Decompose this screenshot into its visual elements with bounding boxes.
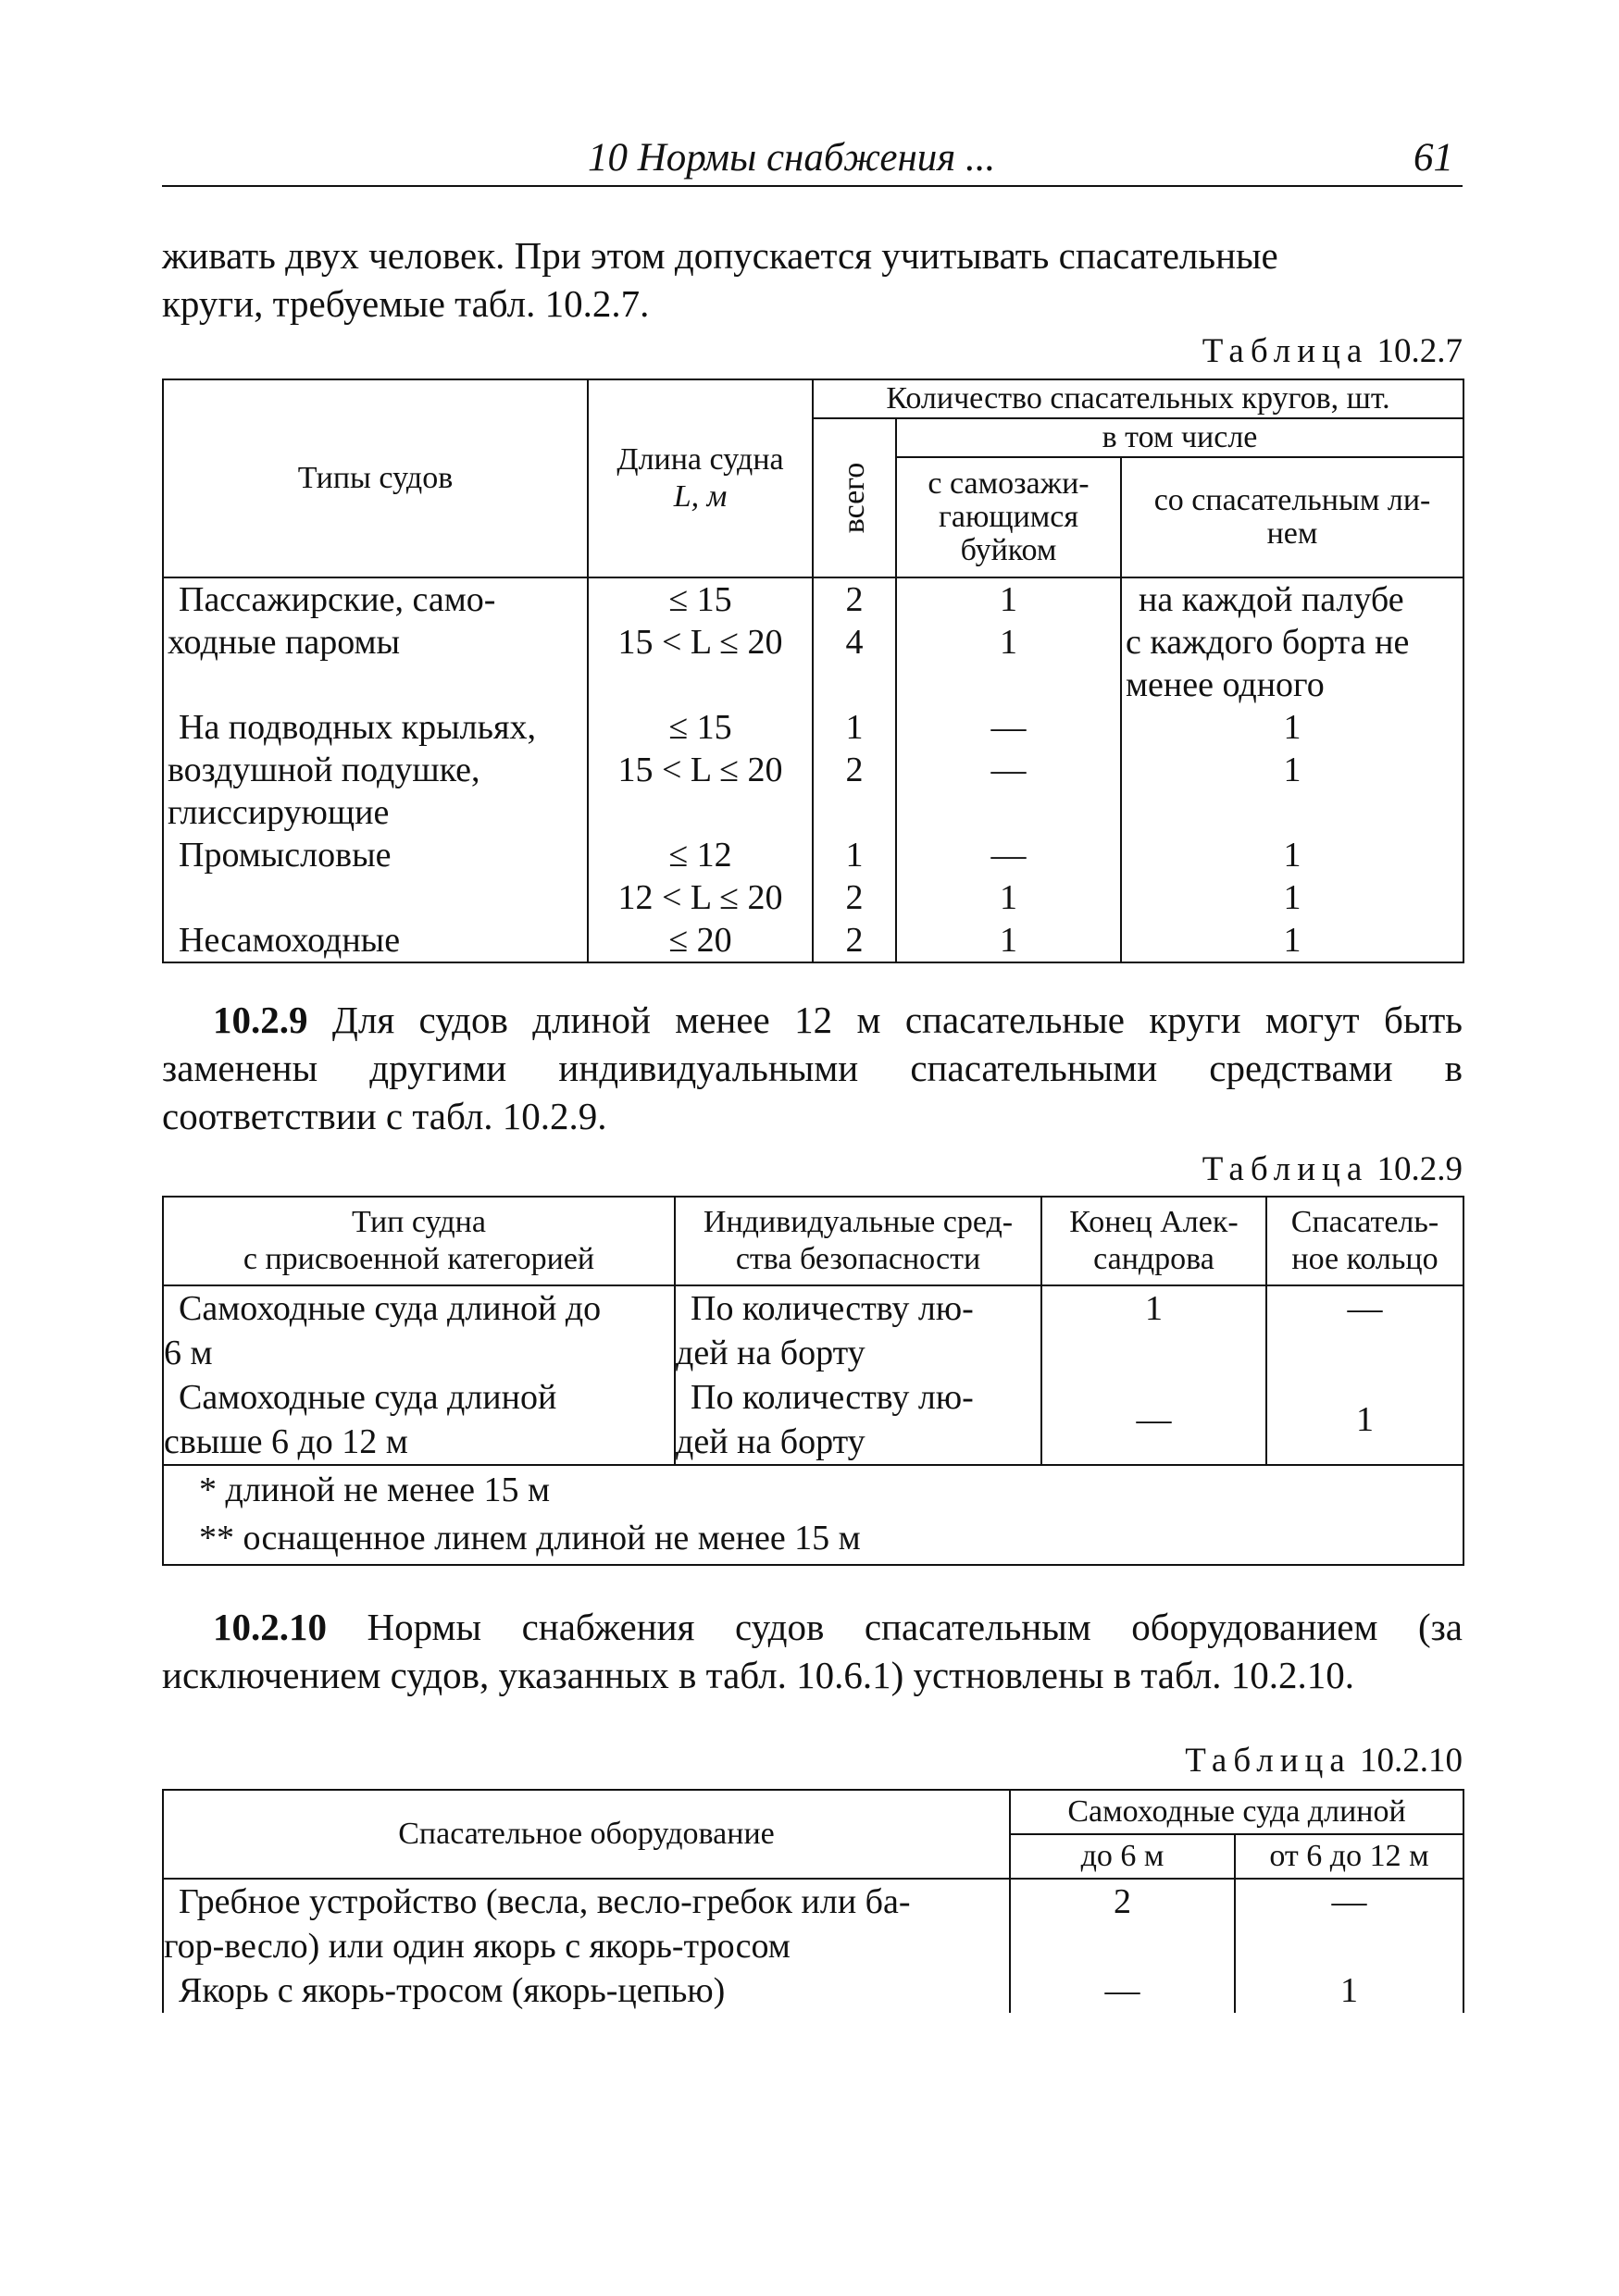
paragraph-10-2-10: 10.2.10 Нормы снабжения судов спасательным оборудованием (за исключением судов, указанных в табл. 10.6.1) устновлены в табл. 10.2.10. (162, 1606, 1463, 1696)
header-rescue-equipment: Спасательное оборудование (163, 1790, 1010, 1879)
table-row: Несамоходные ≤ 20 2 1 1 (163, 919, 1463, 962)
footnote: ** оснащенное линем длиной не менее 15 м (163, 1514, 1463, 1565)
table-10-2-9 (162, 1196, 1464, 1566)
header-ship-type: Тип судна с присвоенной категорией (163, 1197, 675, 1285)
table-row: Гребное устройство (весла, весло-гребок или ба- гор-весло) или один якорь с якорь-тросом 2 — (163, 1879, 1463, 1968)
table-caption-10-2-9: Таблица 10.2.9 (1202, 1150, 1463, 1188)
table-row: 12 < L ≤ 20 2 1 1 (163, 876, 1463, 919)
page-number: 61 (1414, 136, 1453, 180)
header-6-to-12m: от 6 до 12 м (1235, 1834, 1463, 1879)
header-life-ring: Спасатель- ное кольцо (1266, 1197, 1463, 1285)
footnote: * длиной не менее 15 м (163, 1465, 1463, 1514)
table-row: Пассажирские, само- ≤ 15 2 1 на каждой палубе (163, 577, 1463, 621)
header-self-igniting-buoy: с самозажи- гающимся буйком (896, 457, 1121, 577)
header-self-propelled-length: Самоходные суда длиной (1010, 1790, 1463, 1834)
header-safety-means: Индивидуальные сред- ства безопасности (675, 1197, 1041, 1285)
table-row: воздушной подушке, 15 < L ≤ 20 2 — 1 (163, 749, 1463, 791)
table-caption-10-2-10: Таблица 10.2.10 (1185, 1742, 1463, 1780)
table-row: На подводных крыльях, ≤ 15 1 — 1 (163, 706, 1463, 749)
table-row: менее одного (163, 664, 1463, 706)
intro-paragraph: живать двух человек. При этом допускается учитывать спасательные круги, требуемые табл. 10.2.7. (162, 234, 1278, 325)
running-header (162, 128, 1463, 187)
header-ship-types: Типы судов (163, 379, 588, 577)
paragraph-10-2-9: 10.2.9 Для судов длиной менее 12 м спасательные круги могут быть заменены другими индивидуальными спасательными средствами в соответствии с табл. 10.2.9. (162, 999, 1463, 1137)
table-row: глиссирующие (163, 791, 1463, 834)
header-including: в том числе (896, 418, 1463, 457)
table-10-2-7 (162, 379, 1464, 963)
header-alexandrov-line: Конец Алек- сандрова (1041, 1197, 1266, 1285)
header-with-lifeline: со спасательным ли- нем (1121, 457, 1463, 577)
table-row: Промысловые ≤ 12 1 — 1 (163, 834, 1463, 876)
table-row: Якорь с якорь-тросом (якорь-цепью) — 1 (163, 1968, 1463, 2013)
header-up-to-6m: до 6 м (1010, 1834, 1235, 1879)
chapter-title: 10 Нормы снабжения ... (588, 136, 996, 180)
table-caption-10-2-7: Таблица 10.2.7 (1202, 332, 1463, 370)
header-ring-count: Количество спасательных кругов, шт. (813, 379, 1463, 418)
header-ship-length: Длина судна L, м (588, 379, 813, 577)
table-row: Самоходные суда длиной до 6 м По количеству лю- дей на борту 1 — (163, 1285, 1463, 1375)
table-row: ходные паромы 15 < L ≤ 20 4 1 с каждого борта не (163, 621, 1463, 664)
table-10-2-10 (162, 1789, 1464, 2013)
table-row: Самоходные суда длиной свыше 6 до 12 м По количеству лю- дей на борту — 1 (163, 1375, 1463, 1465)
header-total: всего (813, 418, 896, 577)
